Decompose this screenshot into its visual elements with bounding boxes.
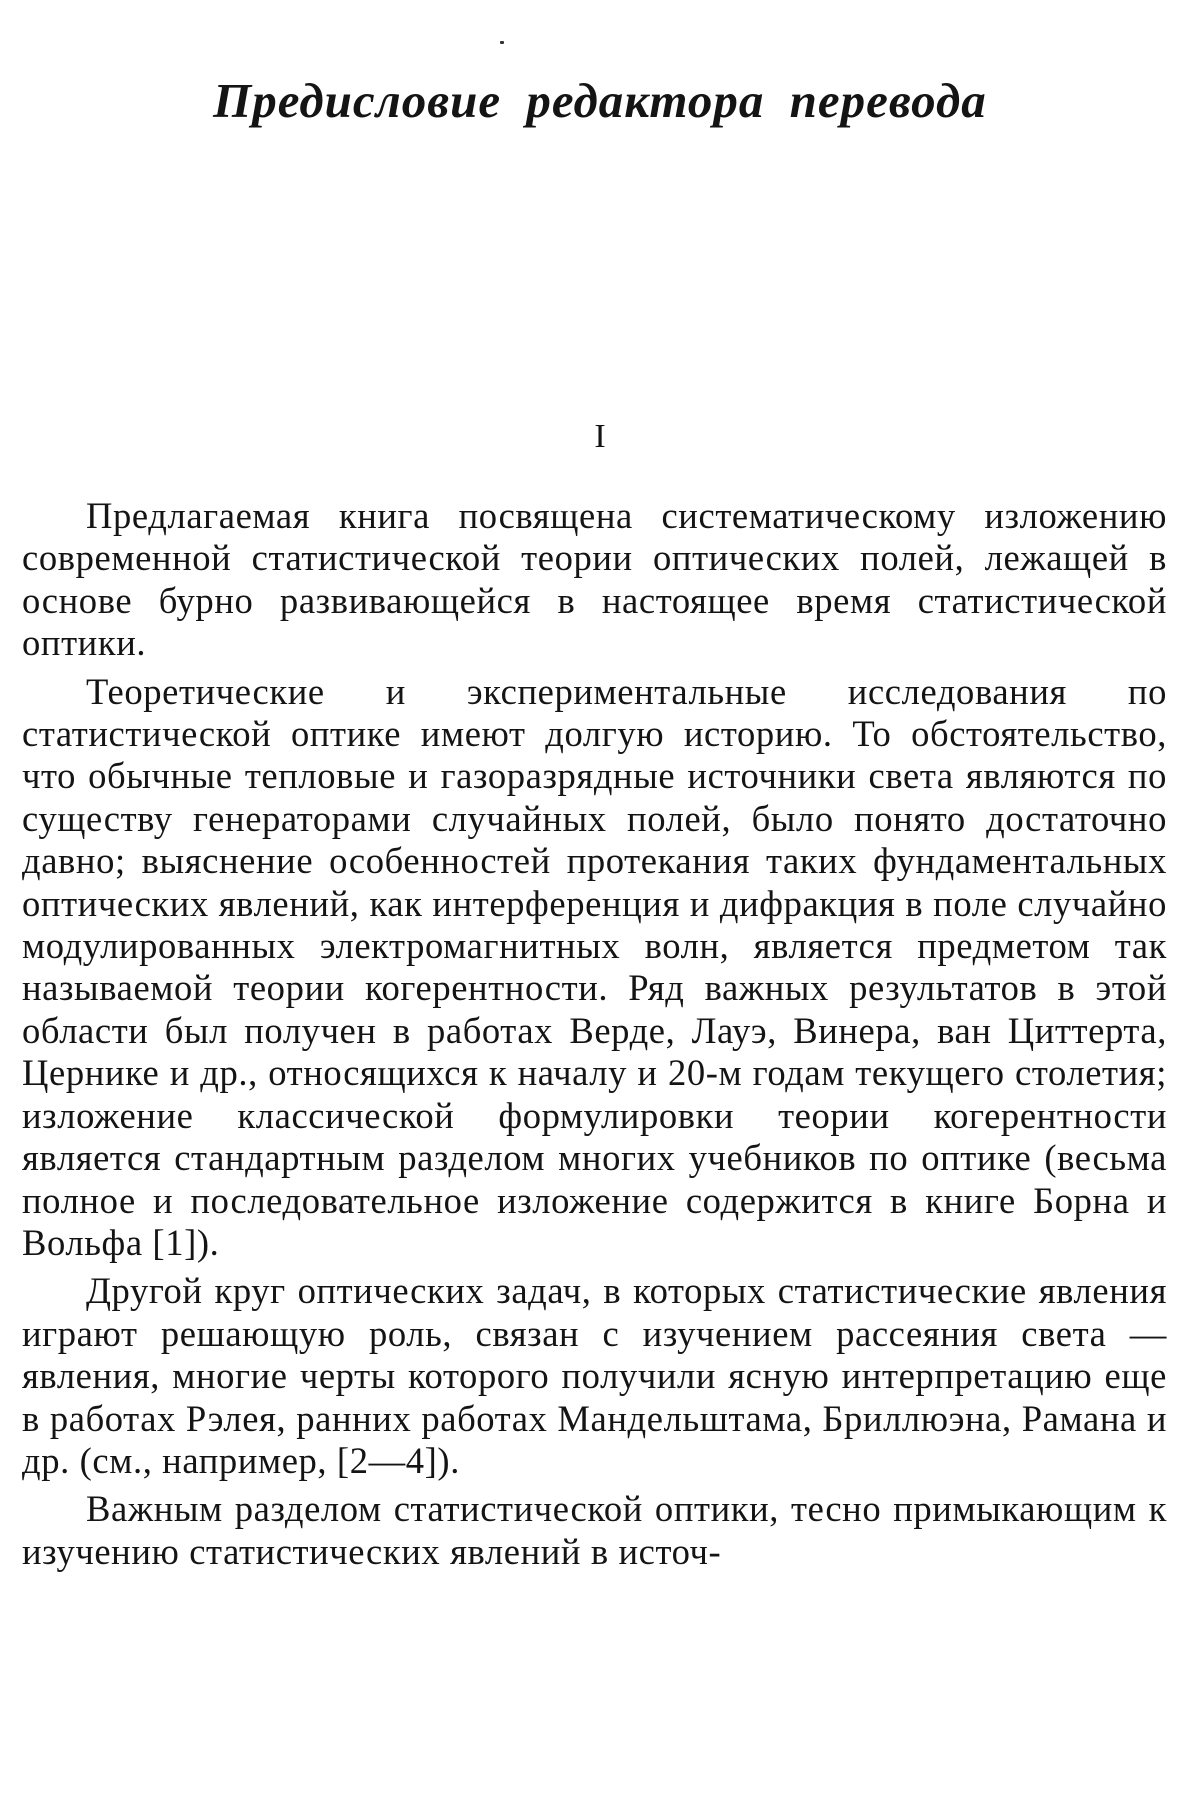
page-title: Предисловие редактора перевода	[213, 73, 987, 128]
section-number: I	[594, 418, 606, 455]
paragraph-1: Предлагаемая книга посвящена систематическому изложению современной статистической теории оптических полей, лежащей в основе бурно развивающейся в настоящее время статистической оптики.	[22, 495, 1167, 664]
paragraph-3: Другой круг оптических задач, в которых статистические явления играют решающую роль, связан с изучением рассеяния света — явления, многие черты которого получили ясную интерпретацию еще в работах Рэлея, ранних работах Мандельштама, Бриллюэна, Рамана и др. (см., например, [2—4]).	[22, 1270, 1167, 1481]
body-text	[22, 495, 1167, 1579]
paragraph-2: Теоретические и экспериментальные исследования по статистической оптике имеют долгую историю. То обстоятельство, что обычные тепловые и газоразрядные источники света являются по существу генераторами случайных полей, было понято достаточно давно; выяснение особенностей протекания таких фундаментальных оптических явлений, как интерференция и дифракция в поле случайно модулированных электромагнитных волн, является предметом так называемой теории когерентности. Ряд важных результатов в этой области был получен в работах Верде, Лауэ, Винера, ван Циттерта, Цернике и др., относящихся к началу и 20-м годам текущего столетия; изложение классической формулировки теории когерентности является стандартным разделом многих учебников по оптике (весьма полное и последовательное изложение содержится в книге Борна и Вольфа [1]).	[22, 670, 1167, 1263]
print-speck	[500, 41, 504, 44]
paragraph-4: Важным разделом статистической оптики, тесно примыкающим к изучению статистических явлений в источ-	[22, 1488, 1167, 1572]
